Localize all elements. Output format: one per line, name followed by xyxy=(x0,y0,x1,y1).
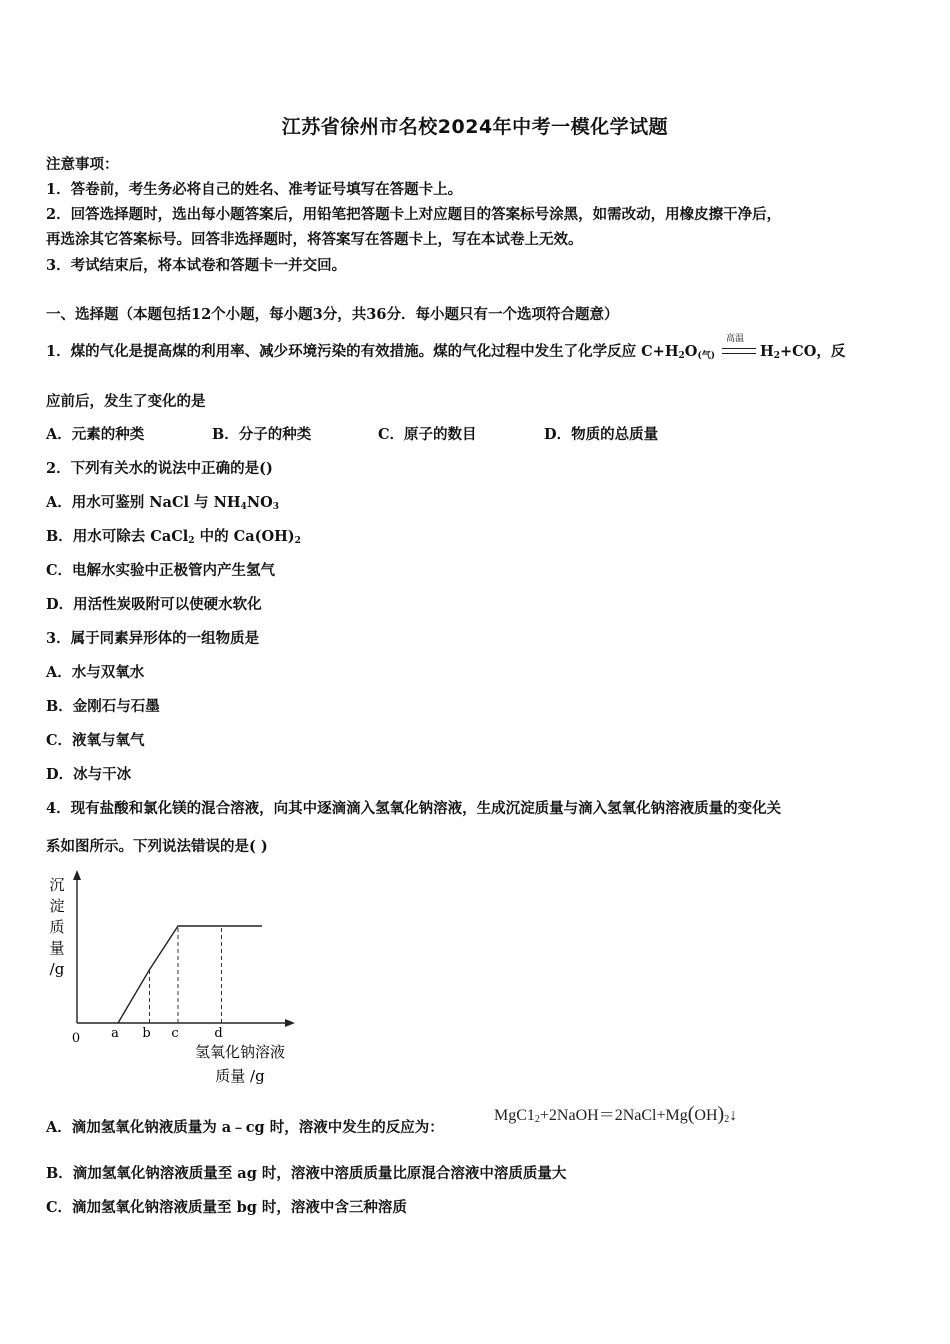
page-title: 江苏省徐州市名校2024年中考一模化学试题 xyxy=(281,116,669,138)
q1-option-b: B．分子的种类 xyxy=(212,426,312,443)
x-axis-label-line2: 质量 /g xyxy=(215,1067,265,1085)
q2-a-mid: NO xyxy=(246,494,273,511)
y-axis-label-char: 量 xyxy=(49,939,65,957)
q2-option-b xyxy=(46,525,301,546)
q1-option-a: A．元素的种类 xyxy=(46,426,145,443)
y-axis-label-char: 质 xyxy=(49,918,65,936)
q1-options xyxy=(46,423,658,444)
x-tick-label-d: d xyxy=(214,1026,223,1041)
formula-part-1: MgC1 xyxy=(494,1107,535,1124)
y-axis-label-char: /g xyxy=(49,960,65,978)
notice-item-2: 2．回答选择题时，选出每小题答案后，用铅笔把答题卡上对应题目的答案标号涂黑，如需改动，用橡皮擦干净后， xyxy=(46,206,782,223)
formula-left-paren: ( xyxy=(687,1103,695,1125)
q4-option-a: A．滴加氢氧化钠液质量为 a﹣cg 时，溶液中发生的反应为： xyxy=(46,1119,444,1136)
formula-part-2: +2NaOH＝2NaCl+Mg xyxy=(539,1107,688,1124)
q3-option-a: A．水与双氧水 xyxy=(46,664,145,681)
x-axis-arrow-icon xyxy=(285,1019,295,1027)
notice-heading: 注意事项： xyxy=(46,156,119,173)
q4-option-b: B．滴加氢氧化钠溶液质量至 ag 时，溶液中溶质质量比原混合溶液中溶质质量大 xyxy=(46,1165,567,1182)
origin-label: 0 xyxy=(71,1031,81,1046)
notice-item-2-cont: 再选涂其它答案标号。回答非选择题时，将答案写在答题卡上，写在本试卷上无效。 xyxy=(46,231,583,248)
x-tick-label-c: c xyxy=(171,1026,179,1041)
formula-part-3: OH xyxy=(694,1107,718,1124)
q1-state: (气) xyxy=(697,351,715,361)
x-tick-label-a: a xyxy=(111,1026,119,1041)
precipitate-mass-chart xyxy=(40,868,310,1088)
q4-option-c: C．滴加氢氧化钠溶液质量至 bg 时，溶液中含三种溶质 xyxy=(46,1199,407,1216)
x-tick-label-b: b xyxy=(142,1026,151,1041)
q2-option-d: D．用活性炭吸附可以使硬水软化 xyxy=(46,596,262,613)
q1-text-before: 1．煤的气化是提高煤的利用率、减少环境污染的有效措施。煤的气化过程中发生了化学反应 C+H xyxy=(46,343,679,360)
q1-h: H xyxy=(760,343,774,360)
q2-b-mid: 中的 Ca(OH) xyxy=(194,528,295,545)
q3-option-d: D．冰与干冰 xyxy=(46,766,132,783)
q2-b-sub1: 2 xyxy=(188,536,195,546)
section-heading: 一、选择题（本题包括12个小题，每小题3分，共36分．每小题只有一个选项符合题意） xyxy=(46,306,619,323)
q2-b-text: B．用水可除去 CaCl xyxy=(46,528,189,545)
q2-b-sub2: 2 xyxy=(294,536,301,546)
formula-right-paren: ) xyxy=(717,1103,725,1125)
q3-option-b: B．金刚石与石墨 xyxy=(46,698,160,715)
notice-item-1: 1．答卷前，考生务必将自己的姓名、准考证号填写在答题卡上。 xyxy=(46,181,463,198)
formula-sub-2: 2 xyxy=(724,1114,730,1125)
q1-option-c: C．原子的数目 xyxy=(378,426,477,443)
y-axis-arrow-icon xyxy=(73,870,81,880)
q2-stem: 2．下列有关水的说法中正确的是() xyxy=(46,460,273,477)
double-bar-icon xyxy=(722,348,756,354)
q1-text-after: +CO，反 xyxy=(780,343,846,360)
formula-sub-1: 2 xyxy=(534,1114,540,1125)
q4-stem-line2: 系如图所示。下列说法错误的是( ) xyxy=(46,838,268,855)
q2-option-c: C．电解水实验中正极管内产生氢气 xyxy=(46,562,276,579)
q2-a-text: A．用水可鉴别 NaCl 与 NH xyxy=(46,494,241,511)
q1-text-mid: O xyxy=(684,343,698,360)
q2-a-sub2: 3 xyxy=(272,502,279,512)
y-axis-label-char: 沉 xyxy=(49,876,65,894)
chart-marks xyxy=(111,926,262,1041)
q1-sub1: 2 xyxy=(678,351,685,361)
q2-option-a xyxy=(46,491,279,512)
reaction-formula xyxy=(494,1102,737,1126)
q1-option-d: D．物质的总质量 xyxy=(544,426,659,443)
q4-stem-line1: 4．现有盐酸和氯化镁的混合溶液，向其中逐滴滴入氢氧化钠溶液，生成沉淀质量与滴入氢氧化钠溶液质量的变化关 xyxy=(46,800,782,817)
y-axis-label xyxy=(49,876,64,978)
reaction-condition: 高温 xyxy=(726,334,745,344)
q1-stem xyxy=(46,334,846,361)
q1-stem-line2: 应前后，发生了变化的是 xyxy=(46,393,206,410)
q3-stem: 3．属于同素异形体的一组物质是 xyxy=(46,630,260,647)
x-axis-label-line1: 氢氧化钠溶液 xyxy=(194,1043,286,1061)
q2-a-sub1: 4 xyxy=(240,502,247,512)
q1-sub2: 2 xyxy=(773,351,780,361)
q3-option-c: C．液氧与氧气 xyxy=(46,732,145,749)
down-arrow-icon: ↓ xyxy=(729,1107,738,1124)
reaction-equals-sign xyxy=(720,334,760,359)
notice-item-3: 3．考试结束后，将本试卷和答题卡一并交回。 xyxy=(46,257,347,274)
y-axis-label-char: 淀 xyxy=(49,897,65,915)
precipitate-series-line xyxy=(118,926,262,1023)
